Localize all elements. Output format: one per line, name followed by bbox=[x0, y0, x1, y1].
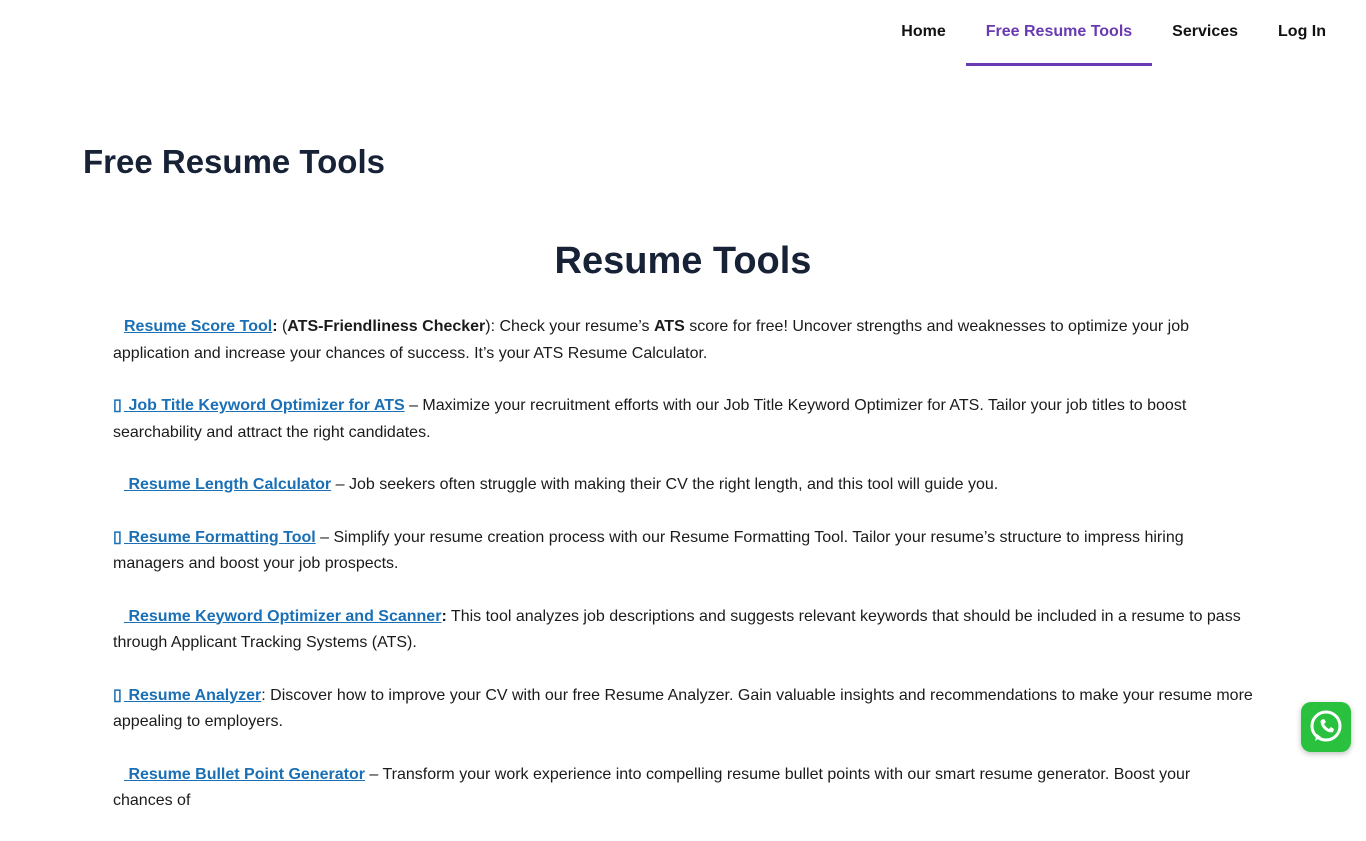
tools-list bbox=[113, 314, 1253, 841]
resume-analyzer-link[interactable]: ▯ Resume Analyzer bbox=[113, 687, 261, 704]
emoji-icon: ▯ bbox=[113, 528, 122, 546]
tool-description: score for free! Uncover strengths and weaknesses to optimize your job application and increase your chances of success. It’s your ATS Resume Calculator. bbox=[113, 318, 1189, 362]
tool-strong: ATS-Friendliness Checker bbox=[287, 318, 486, 335]
nav-item-services[interactable]: Services bbox=[1172, 22, 1239, 40]
tool-colon: : bbox=[441, 607, 447, 625]
nav-item-log-in[interactable]: Log In bbox=[1278, 22, 1326, 40]
tool-item-keyword-optimizer bbox=[113, 604, 1253, 657]
tool-item-resume-length bbox=[113, 472, 1253, 499]
nav-item-free-resume-tools[interactable]: Free Resume Tools bbox=[966, 0, 1152, 66]
page-title: Free Resume Tools bbox=[83, 143, 385, 180]
tool-item-resume-score bbox=[113, 314, 1253, 367]
emoji-icon: ▯ bbox=[113, 686, 122, 704]
emoji-icon: ▯ bbox=[113, 397, 122, 414]
nav-item-home[interactable]: Home bbox=[901, 22, 946, 40]
tool-description: – Transform your work experience into compelling resume bullet points with our smart resume generator. Boost your chances of bbox=[113, 765, 1191, 809]
tool-text: ( bbox=[277, 318, 288, 335]
tool-description: : Discover how to improve your CV with our free Resume Analyzer. Gain valuable insights and recommendations to make your resume more appealing to employers. bbox=[113, 686, 1253, 730]
job-title-keyword-optimizer-link[interactable]: ▯ Job Title Keyword Optimizer for ATS bbox=[113, 397, 405, 414]
tool-description: – Maximize your recruitment efforts with our Job Title Keyword Optimizer for ATS. Tailor your job titles to boost searchability and attract the right candidates. bbox=[113, 397, 1187, 441]
whatsapp-icon bbox=[1306, 707, 1346, 747]
tool-item-job-title-keyword bbox=[113, 393, 1253, 446]
resume-bullet-point-generator-link[interactable]: Resume Bullet Point Generator bbox=[128, 765, 365, 783]
resume-length-calculator-link[interactable]: Resume Length Calculator bbox=[128, 476, 332, 493]
resume-formatting-tool-link[interactable]: ▯ Resume Formatting Tool bbox=[113, 529, 316, 546]
resume-keyword-optimizer-link[interactable]: Resume Keyword Optimizer and Scanner bbox=[128, 607, 442, 625]
tool-item-bullet-point bbox=[113, 762, 1253, 815]
tool-item-resume-formatting bbox=[113, 525, 1253, 578]
section-title: Resume Tools bbox=[554, 240, 812, 282]
tool-item-resume-analyzer bbox=[113, 683, 1253, 736]
tool-colon: : bbox=[272, 318, 278, 335]
main-nav bbox=[881, 0, 1326, 66]
resume-score-tool-link[interactable]: Resume Score Tool bbox=[124, 318, 273, 335]
tool-description: – Simplify your resume creation process with our Resume Formatting Tool. Tailor your resume’s structure to impress hiring managers and boost your job prospects. bbox=[113, 528, 1184, 572]
tool-text: ): Check your resume’s bbox=[485, 318, 654, 335]
tool-description: This tool analyzes job descriptions and suggests relevant keywords that should be included in a resume to pass through Applicant Tracking Systems (ATS). bbox=[113, 607, 1241, 651]
tool-strong: ATS bbox=[653, 318, 685, 335]
tool-description: – Job seekers often struggle with making their CV the right length, and this tool will guide you. bbox=[331, 476, 999, 493]
whatsapp-button[interactable] bbox=[1301, 702, 1351, 752]
